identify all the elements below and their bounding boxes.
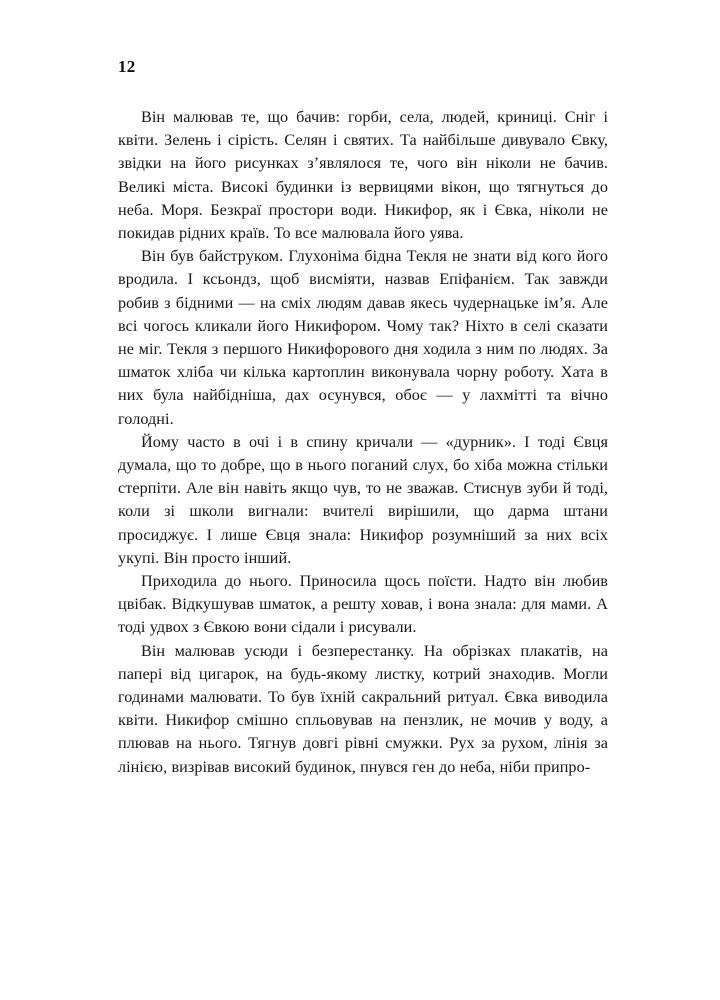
paragraph: Приходила до нього. Приносила щось поїсти. Надто він любив цвібак. Відкушував шматок, а решту ховав, і вона знала: для мами. А тоді удвох з Євкою вони сідали і рисували. (118, 572, 608, 637)
paragraph: Він малював те, що бачив: горби, села, людей, криниці. Сніг і квіти. Зелень і сірість. Селян і святих. Та найбільше дивувало Євку, звідки на його рисунках з’являлося те, чого він ніколи не бачив. Великі міста. Високі будинки із вервицями вікон, що тягнуться до неба. Моря. Безкраї простори води. Никифор, як і Євка, ніколи не покидав рідних країв. То все малювала його уява. (118, 108, 608, 243)
paragraph: Він малював усюди і безперестанку. На обрізках плакатів, на папері від цигарок, на будь-якому листку, котрий знаходив. Могли годинами малювати. То був їхній сакральний ритуал. Євка виводила квіти. Никифор смішно спльовував на пензлик, не мочив у воду, а плював на нього. Тягнув довгі рівні смужки. Рух за рухом, лінія за лінією, визрівав високий будинок, пнувся ген до неба, ніби припро- (118, 641, 608, 776)
text-block (118, 106, 608, 779)
paragraph: Він був байструком. Глухоніма бідна Текля не знати від кого його вродила. І ксьондз, щоб висміяти, назвав Епіфанієм. Так завжди робив з бідними — на сміх людям давав якесь чудернацьке ім’я. Але всі чогось кликали його Никифором. Чому так? Ніхто в селі сказати не міг. Текля з першого Никифорового дня ходила з ним по людях. За шматок хліба чи кілька картоплин виконувала чорну роботу. Хата в них була найбідніша, дах осунувся, обоє — у лахмітті та вічно голодні. (118, 247, 608, 428)
page-number: 12 (118, 57, 136, 76)
paragraph: Йому часто в очі і в спину кричали — «дурник». І тоді Євця думала, що то добре, що в нього поганий слух, бо хіба можна стільки стерпіти. Але він навіть якщо чув, то не зважав. Стиснув зуби й тоді, коли зі школи вигнали: вчителі вирішили, що дарма штани просиджує. І лише Євця знала: Никифор розумніший за них всіх укупі. Він просто інший. (118, 432, 608, 567)
